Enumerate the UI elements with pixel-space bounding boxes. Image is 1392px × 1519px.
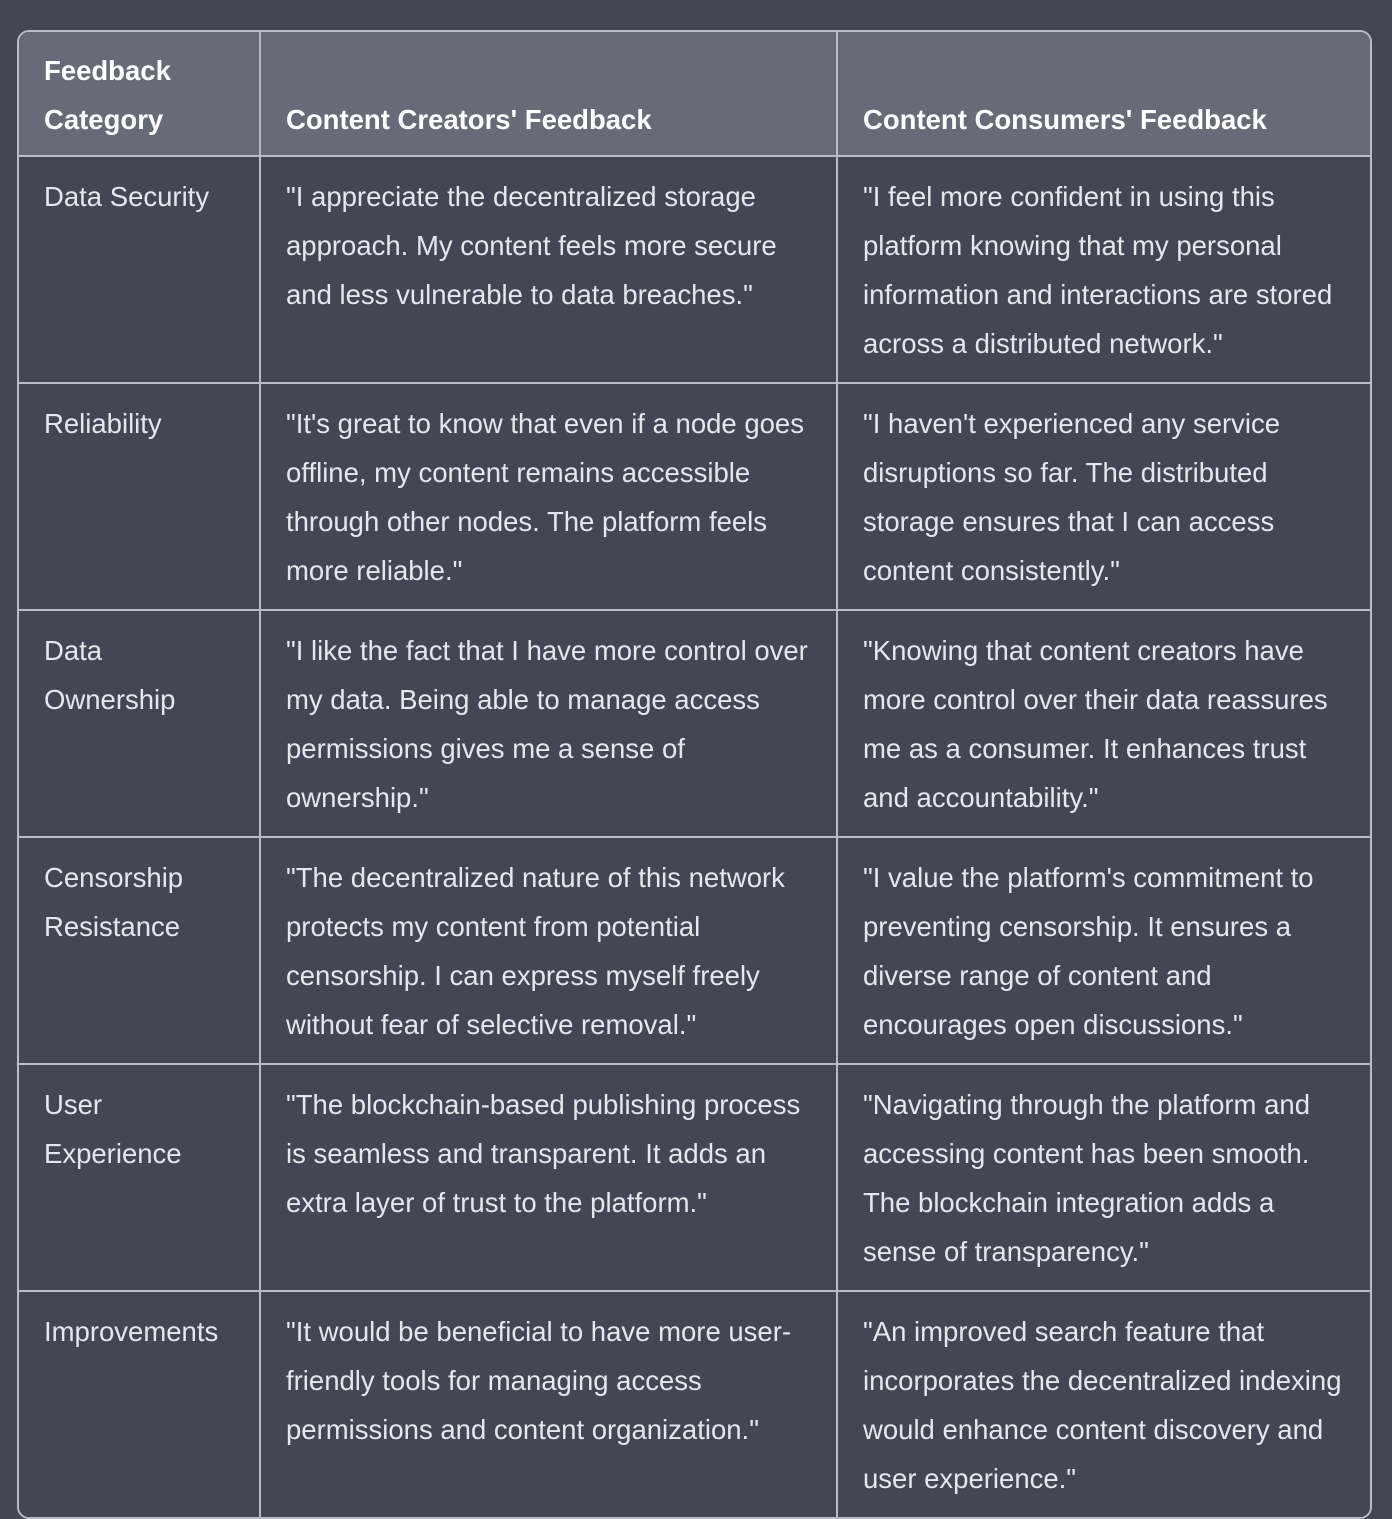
feedback-table-container xyxy=(17,30,1372,1519)
row-creators-feedback: "I like the fact that I have more control over my data. Being able to manage access permissions gives me a sense of ownership." xyxy=(260,610,837,837)
table-header-row xyxy=(19,32,1370,156)
row-creators-feedback: "I appreciate the decentralized storage approach. My content feels more secure and less vulnerable to data breaches." xyxy=(260,156,837,383)
row-category: Improvements xyxy=(19,1291,260,1517)
header-consumers-feedback: Content Consumers' Feedback xyxy=(837,32,1370,156)
row-creators-feedback: "It would be beneficial to have more user-friendly tools for managing access permissions and content organization." xyxy=(260,1291,837,1517)
feedback-table xyxy=(19,32,1370,1517)
table-row xyxy=(19,1064,1370,1291)
row-creators-feedback: "It's great to know that even if a node goes offline, my content remains accessible through other nodes. The platform feels more reliable." xyxy=(260,383,837,610)
row-consumers-feedback: "Navigating through the platform and accessing content has been smooth. The blockchain integration adds a sense of transparency." xyxy=(837,1064,1370,1291)
row-category: Data Security xyxy=(19,156,260,383)
table-row xyxy=(19,610,1370,837)
row-consumers-feedback: "Knowing that content creators have more control over their data reassures me as a consumer. It enhances trust and accountability." xyxy=(837,610,1370,837)
table-row xyxy=(19,1291,1370,1517)
row-consumers-feedback: "I haven't experienced any service disruptions so far. The distributed storage ensures that I can access content consistently." xyxy=(837,383,1370,610)
header-creators-feedback: Content Creators' Feedback xyxy=(260,32,837,156)
table-row xyxy=(19,837,1370,1064)
row-category: Censorship Resistance xyxy=(19,837,260,1064)
table-row xyxy=(19,383,1370,610)
table-row xyxy=(19,156,1370,383)
row-consumers-feedback: "I feel more confident in using this platform knowing that my personal information and interactions are stored across a distributed network." xyxy=(837,156,1370,383)
row-category: Data Ownership xyxy=(19,610,260,837)
row-category: Reliability xyxy=(19,383,260,610)
row-consumers-feedback: "An improved search feature that incorporates the decentralized indexing would enhance content discovery and user experience." xyxy=(837,1291,1370,1517)
row-creators-feedback: "The decentralized nature of this network protects my content from potential censorship. I can express myself freely without fear of selective removal." xyxy=(260,837,837,1064)
row-creators-feedback: "The blockchain-based publishing process is seamless and transparent. It adds an extra layer of trust to the platform." xyxy=(260,1064,837,1291)
row-consumers-feedback: "I value the platform's commitment to preventing censorship. It ensures a diverse range of content and encourages open discussions." xyxy=(837,837,1370,1064)
header-feedback-category: Feedback Category xyxy=(19,32,260,156)
row-category: User Experience xyxy=(19,1064,260,1291)
